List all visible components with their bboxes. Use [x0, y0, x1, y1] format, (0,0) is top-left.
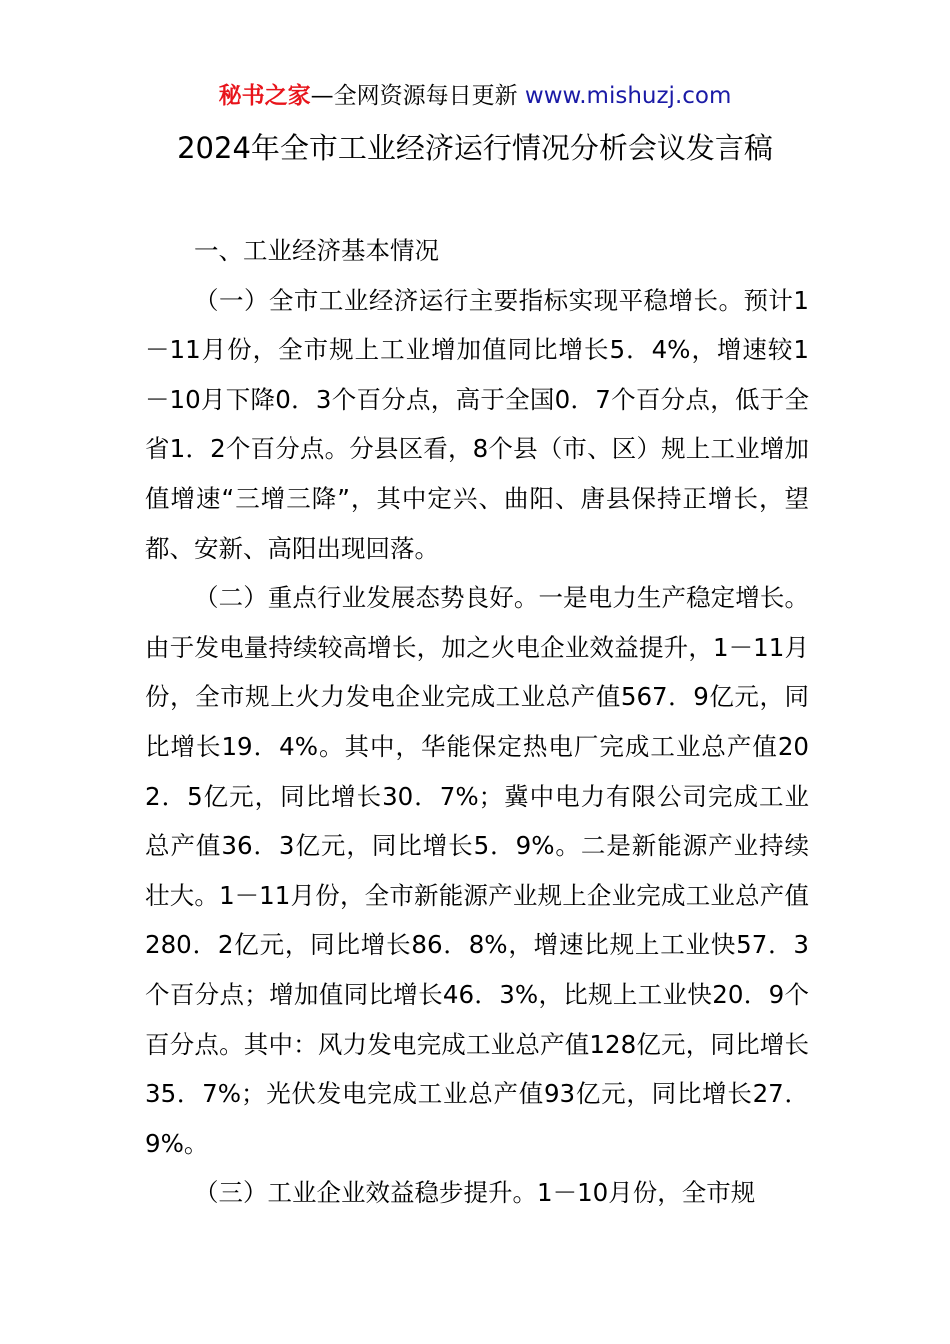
site-url[interactable]: www.mishuzj.com: [524, 83, 732, 109]
paragraph: （三）工业企业效益稳步提升。1－10月份，全市规: [194, 1178, 756, 1208]
document-body: [145, 226, 809, 1218]
document-title: 2024年全市工业经济运行情况分析会议发言稿: [177, 131, 773, 165]
brand-name: 秘书之家: [218, 83, 311, 109]
paragraph: （一）全市工业经济运行主要指标实现平稳增长。预计1－11月份，全市规上工业增加值同比增长5．4%，增速较1－10月下降0．3个百分点，高于全国0．7个百分点，低于全省1．2个百分点。分县区看，8个县（市、区）规上工业增加值增速“三增三降”，其中定兴、曲阳、唐县保持正增长，望都、安新、高阳出现回落。: [145, 285, 809, 563]
site-header: [0, 80, 950, 112]
paragraph: （二）重点行业发展态势良好。一是电力生产稳定增长。由于发电量持续较高增长，加之火电企业效益提升，1－11月份，全市规上火力发电企业完成工业总产值567．9亿元，同比增长19．4%。其中，华能保定热电厂完成工业总产值202．5亿元，同比增长30．7%；冀中电力有限公司完成工业总产值36．3亿元，同比增长5．9%。二是新能源产业持续壮大。1－11月份，全市新能源产业规上企业完成工业总产值280．2亿元，同比增长86．8%，增速比规上工业快57．3个百分点；增加值同比增长46．3%，比规上工业快20．9个百分点。其中：风力发电完成工业总产值128亿元，同比增长35．7%；光伏发电完成工业总产值93亿元，同比增长27．9%。: [145, 583, 809, 1158]
section-heading: 一、工业经济基本情况: [194, 236, 439, 265]
header-tagline: —全网资源每日更新: [310, 83, 518, 109]
